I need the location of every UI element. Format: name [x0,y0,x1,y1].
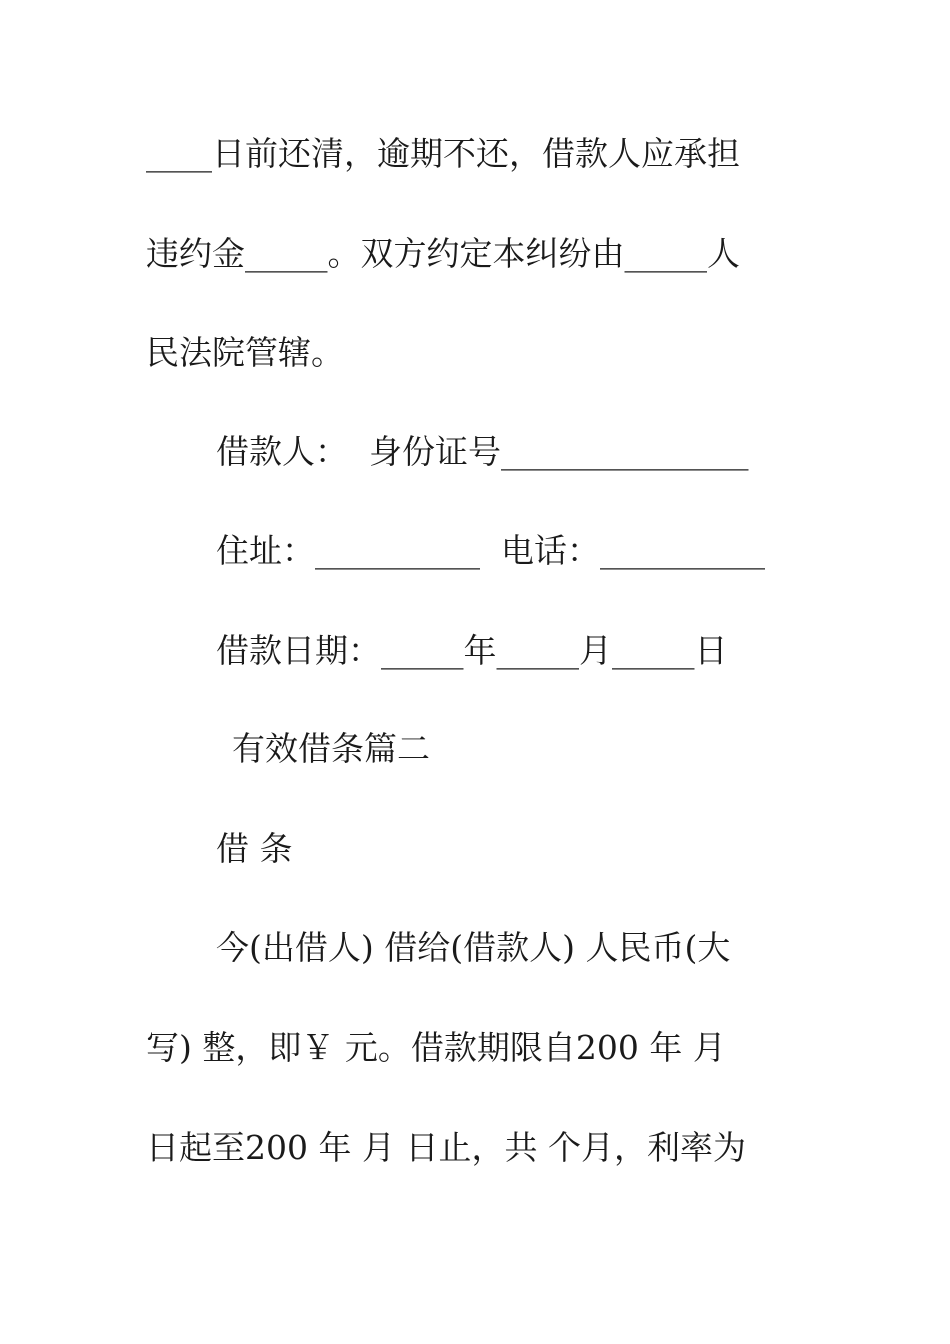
note-body-line-1: 今(出借人) 借给(借款人) 人民币(大 [216,928,731,967]
note-body-line-3: 日起至200 年 月 日止，共 个月，利率为 [146,1128,746,1167]
address-phone-line: 住址：__________ 电话：__________ [216,531,765,570]
section-heading: 有效借条篇二 [232,729,430,768]
paragraph-line-penalty: 违约金_____。双方约定本纠纷由_____人 [146,234,740,273]
paragraph-line-repayment: ____日前还清，逾期不还，借款人应承担 [146,134,740,173]
note-title: 借 条 [216,829,293,868]
note-body-line-2: 写) 整，即￥ 元。借款期限自200 年 月 [146,1028,726,1067]
paragraph-line-jurisdiction: 民法院管辖。 [146,333,344,372]
loan-date-line: 借款日期：_____年_____月_____日 [216,631,728,670]
borrower-id-line: 借款人： 身份证号_______________ [216,432,749,471]
